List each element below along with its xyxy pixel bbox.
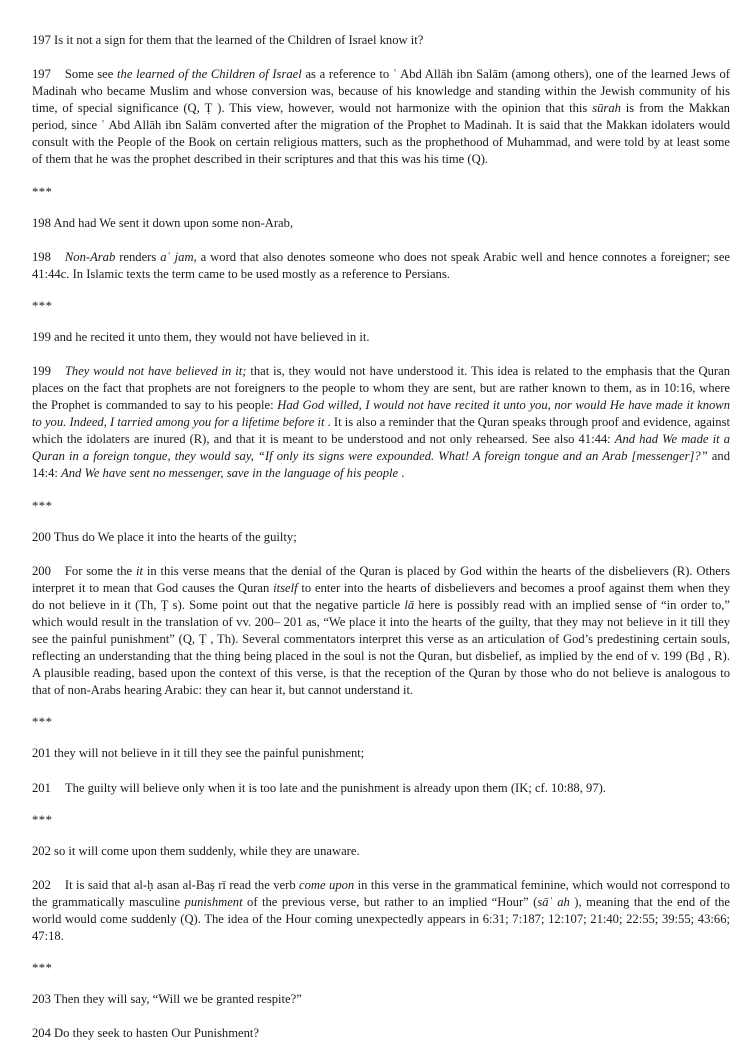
body-text: to enter into the hearts of disbelievers and becomes a proof against them when they do not believe in it (Th, Ṭ s). Some point out that the negative particle bbox=[32, 580, 730, 612]
emphasis-text: They would not have believed in it; bbox=[64, 364, 247, 379]
section-separator: *** bbox=[32, 298, 53, 313]
body-text: is from the Makkan period, since ʿ Abd Allāh ibn Salām converted after the migration of the Prophet to Madinah. It is said that the Makkan idolaters would consult with the People of the Book on certain religious matters, such as the prophethood of Muhammad, and were told by at least some of them that he was the prophet described in their scriptures and that this was his time (Q). bbox=[32, 101, 730, 167]
commentary-paragraph bbox=[32, 563, 730, 700]
body-text: and 14:4: bbox=[32, 449, 730, 481]
commentary-verse-number: 199 bbox=[32, 364, 51, 379]
commentary-verse-number: 197 bbox=[32, 67, 51, 82]
body-text: . It is also a reminder that the Quran speaks through proof and evidence, against which the idolaters are inured (R), and that it is meant to be understood and not only rehearsed. See also 41:44: bbox=[32, 415, 730, 447]
body-text: Some see bbox=[64, 67, 118, 82]
emphasis-text: Had God willed, I would not have recited it unto you, nor would He have made it known to you. Indeed, I tarried among you for a lifetime before it bbox=[32, 398, 730, 430]
section-separator: *** bbox=[32, 812, 53, 827]
commentary-verse-number: 200 bbox=[32, 563, 51, 578]
section-separator: *** bbox=[32, 961, 53, 976]
emphasis-text: come upon bbox=[299, 877, 355, 892]
commentary-verse-number: 201 bbox=[32, 780, 51, 795]
page-content bbox=[32, 32, 730, 1042]
body-text: It is said that al-ḥ asan al-Baṣ rī read the verb bbox=[64, 877, 300, 892]
commentary-paragraph bbox=[32, 363, 730, 482]
commentary-paragraph bbox=[32, 877, 730, 945]
verse-line: 203 Then they will say, “Will we be granted respite?” bbox=[32, 992, 302, 1007]
body-text: of the previous verse, but rather to an implied “Hour” ( bbox=[242, 894, 538, 909]
commentary-paragraph bbox=[32, 780, 730, 797]
body-text: here is possibly read with an implied sense of “in order to,” which would result in the translation of vv. 200– 201 as, “We place it into the hearts of the guilty, that they may not believe in it till they see the painful punishment” (Q, Ṭ , Th). Several commentators interpret this verse as an articulation of God’s predestining certain souls, reflecting an understanding that the thing being placed in the soul is not the Quran, but disbelief, as implied by the end of v. 199 (Bḍ , R). A plausible reading, based upon the context of this verse, is that the reception of the Quran by those who do not believe is analogous to that of non-Arabs hearing Arabic: they can hear it, but cannot understand it. bbox=[32, 597, 731, 698]
emphasis-text: Non-Arab bbox=[64, 249, 116, 264]
verse-line: 200 Thus do We place it into the hearts of the guilty; bbox=[32, 529, 297, 544]
emphasis-text: the learned of the Children of Israel bbox=[117, 67, 302, 82]
emphasis-text: itself bbox=[273, 580, 298, 595]
emphasis-text: And We have sent no messenger, save in the language of his people bbox=[61, 466, 399, 481]
verse-line: 197 Is it not a sign for them that the learned of the Children of Israel know it? bbox=[32, 33, 424, 47]
commentary-paragraph bbox=[32, 66, 730, 168]
emphasis-text: aʿ jam, bbox=[160, 249, 197, 264]
verse-line: 202 so it will come upon them suddenly, while they are unaware. bbox=[32, 843, 360, 858]
section-separator: *** bbox=[32, 184, 53, 199]
emphasis-text: And had We made it a Quran in a foreign tongue, they would say, “If only its signs were expounded. What! A foreign tongue and an Arab [messenger]?” bbox=[32, 432, 730, 464]
verse-line: 201 they will not believe in it till they see the painful punishment; bbox=[32, 746, 365, 761]
section-separator: *** bbox=[32, 715, 53, 730]
verse-line: 198 And had We sent it down upon some non-Arab, bbox=[32, 215, 294, 230]
verse-line: 199 and he recited it unto them, they would not have believed in it. bbox=[32, 329, 370, 344]
body-text: in this verse in the grammatical feminine, which would not correspond to the grammatically masculine bbox=[32, 877, 730, 909]
commentary-verse-number: 202 bbox=[32, 877, 51, 892]
body-text: For some the bbox=[64, 563, 136, 578]
body-text: The guilty will believe only when it is too late and the punishment is already upon them (IK; cf. 10:88, 97). bbox=[64, 780, 606, 795]
body-text: in this verse means that the denial of the Quran is placed by God within the hearts of the disbelievers (R). Others interpret it to mean that God causes the Quran bbox=[32, 563, 730, 595]
body-text: as a reference to ʿ Abd Allāh ibn Salām (among others), one of the learned Jews of Madinah who became Muslim and whose conversion was, because of his knowledge and standing within the Jewish community of his time, of special significance (Q, Ṭ ). This view, however, would not harmonize with the opinion that this bbox=[32, 67, 730, 116]
body-text: that is, they would not have understood it. This idea is related to the emphasis that the Quran places on the fact that prophets are not foreigners to the people to whom they are sent, but are rather known to them, as in 10:16, where the Prophet is commanded to say to his people: bbox=[32, 364, 730, 413]
emphasis-text: sāʿ ah bbox=[537, 894, 570, 909]
body-text: renders bbox=[115, 249, 161, 264]
verse-line: 204 Do they seek to hasten Our Punishment? bbox=[32, 1026, 260, 1041]
emphasis-text: punishment bbox=[184, 894, 243, 909]
section-separator: *** bbox=[32, 498, 53, 513]
commentary-verse-number: 198 bbox=[32, 249, 51, 264]
commentary-paragraph bbox=[32, 249, 730, 283]
emphasis-text: lā bbox=[404, 597, 415, 612]
emphasis-text: it bbox=[135, 563, 143, 578]
body-text: . bbox=[398, 466, 405, 481]
body-text: ), meaning that the end of the world would come suddenly (Q). The idea of the Hour coming unexpectedly appears in 6:31; 7:187; 12:107; 21:40; 22:55; 39:55; 43:66; 47:18. bbox=[32, 894, 731, 943]
emphasis-text: sūrah bbox=[592, 101, 621, 116]
body-text: a word that also denotes someone who does not speak Arabic well and hence connotes a foreigner; see 41:44c. In Islamic texts the term came to be used mostly as a reference to Persians. bbox=[32, 249, 730, 281]
